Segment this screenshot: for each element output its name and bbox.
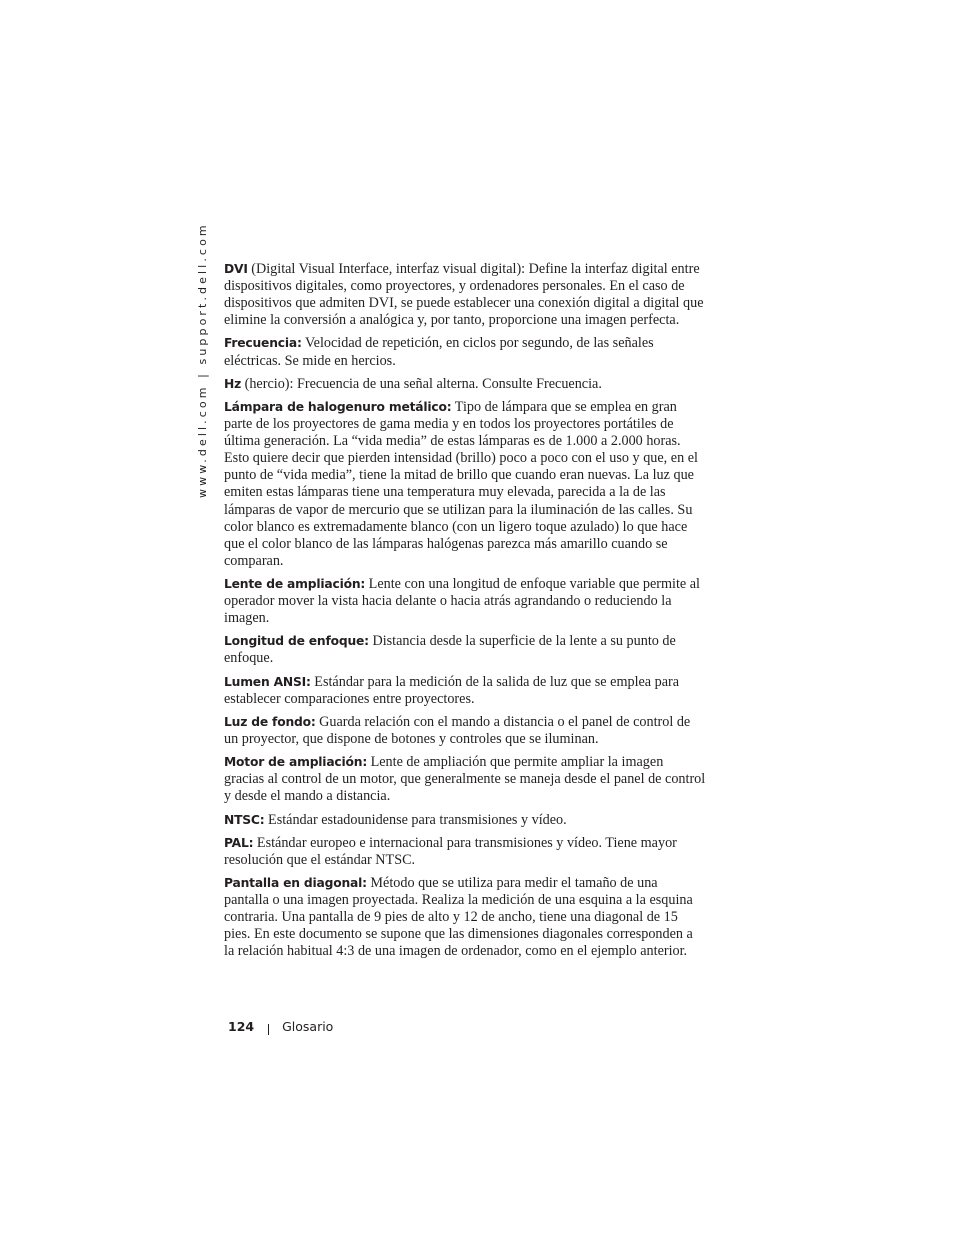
- glossary-term: DVI: [224, 262, 248, 276]
- glossary-entry-luz-fondo: [224, 714, 706, 748]
- glossary-entry-lampara: [224, 399, 706, 570]
- glossary-definition: (Digital Visual Interface, interfaz visual digital): Define la interfaz digital entre dispositivos digitales, como proyectores, y ordenadores personales. En el caso de dispositivos que admiten DVI, se puede establecer una conexión digital a digital que elimine la conversión a analógica y, por tanto, proporcione una imagen perfecta.: [224, 261, 704, 329]
- glossary-term: Pantalla en diagonal:: [224, 876, 367, 891]
- glossary-entry-lumen-ansi: [224, 674, 706, 708]
- glossary-list: [224, 261, 706, 967]
- glossary-definition: Estándar para la medición de la salida de luz que se emplea para establecer comparaciones entre proyectores.: [224, 673, 680, 707]
- glossary-term: Lámpara de halogenuro metálico:: [224, 399, 452, 414]
- glossary-entry-motor-ampliacion: [224, 754, 706, 805]
- glossary-term: Lumen ANSI:: [224, 674, 311, 689]
- footer-separator: [268, 1024, 269, 1035]
- glossary-term: Luz de fondo:: [224, 714, 316, 729]
- glossary-definition: Guarda relación con el mando a distancia o el panel de control de un proyector, que dispone de botones y controles que se iluminan.: [224, 713, 691, 747]
- glossary-definition: Lente con una longitud de enfoque variable que permite al operador mover la vista hacia delante o hacia atrás agrandando o reduciendo la imagen.: [224, 575, 700, 627]
- glossary-definition: Lente de ampliación que permite ampliar la imagen gracias al control de un motor, que generalmente se maneja desde el panel de control y desde el mando a distancia.: [224, 754, 706, 805]
- glossary-term: Motor de ampliación:: [224, 755, 368, 770]
- page-number: 124: [228, 1019, 255, 1034]
- glossary-term: PAL:: [224, 835, 254, 850]
- glossary-entry-frecuencia: [224, 335, 706, 369]
- glossary-definition: Tipo de lámpara que se emplea en gran parte de los proyectores de gama media y en todos los proyectores portátiles de última generación. La “vida media” de estas lámparas es de 1.000 a 2.000 horas. Esto quiere decir que pierden intensidad (brillo) poco a poco con el uso y que, en el punto de “vida media”, tiene la mitad de brillo que cuando eran nuevas. La luz que emiten estas lámparas tiene una temperatura muy elevada, parecida a la de las lámparas de vapor de mercurio que se utilizan para la iluminación de las calles. Su color blanco es extremadamente blanco (con un ligero toque azulado) lo que hace que el color blanco de las lámparas halógenas parezca más amarillo cuando se comparan.: [224, 398, 698, 569]
- page-footer: [228, 1019, 333, 1035]
- glossary-term: Lente de ampliación:: [224, 576, 366, 591]
- glossary-term: Hz: [224, 376, 242, 391]
- glossary-entry-ntsc: [224, 812, 706, 829]
- glossary-definition: Método que se utiliza para medir el tamaño de una pantalla o una imagen proyectada. Realiza la medición de una esquina a la esquina contraria. Una pantalla de 9 pies de alto y 12 de ancho, tiene una diagonal de 15 pies. En este documento se supone que las dimensiones diagonales corresponden a la relación habitual 4:3 de una imagen de ordenador, como en el ejemplo anterior.: [224, 875, 693, 960]
- glossary-entry-pantalla-diagonal: [224, 875, 706, 960]
- glossary-entry-longitud-enfoque: [224, 633, 706, 667]
- glossary-term: Frecuencia:: [224, 336, 302, 351]
- glossary-entry-lente-ampliacion: [224, 576, 706, 627]
- glossary-entry-hz: [224, 376, 706, 393]
- glossary-definition: Estándar europeo e internacional para transmisiones y vídeo. Tiene mayor resolución que el estándar NTSC.: [224, 834, 677, 868]
- glossary-term: Longitud de enfoque:: [224, 634, 369, 649]
- glossary-definition: Velocidad de repetición, en ciclos por segundo, de las señales eléctricas. Se mide en hercios.: [224, 335, 654, 369]
- glossary-entry-dvi: [224, 261, 706, 329]
- side-url-text: www.dell.com | support.dell.com: [196, 222, 209, 498]
- glossary-definition: Estándar estadounidense para transmisiones y vídeo.: [268, 811, 567, 828]
- section-name: Glosario: [282, 1019, 334, 1034]
- glossary-entry-pal: [224, 835, 706, 869]
- glossary-term: NTSC:: [224, 812, 265, 827]
- glossary-definition: Distancia desde la superficie de la lente a su punto de enfoque.: [224, 633, 676, 667]
- glossary-definition: (hercio): Frecuencia de una señal alterna. Consulte Frecuencia.: [244, 375, 602, 392]
